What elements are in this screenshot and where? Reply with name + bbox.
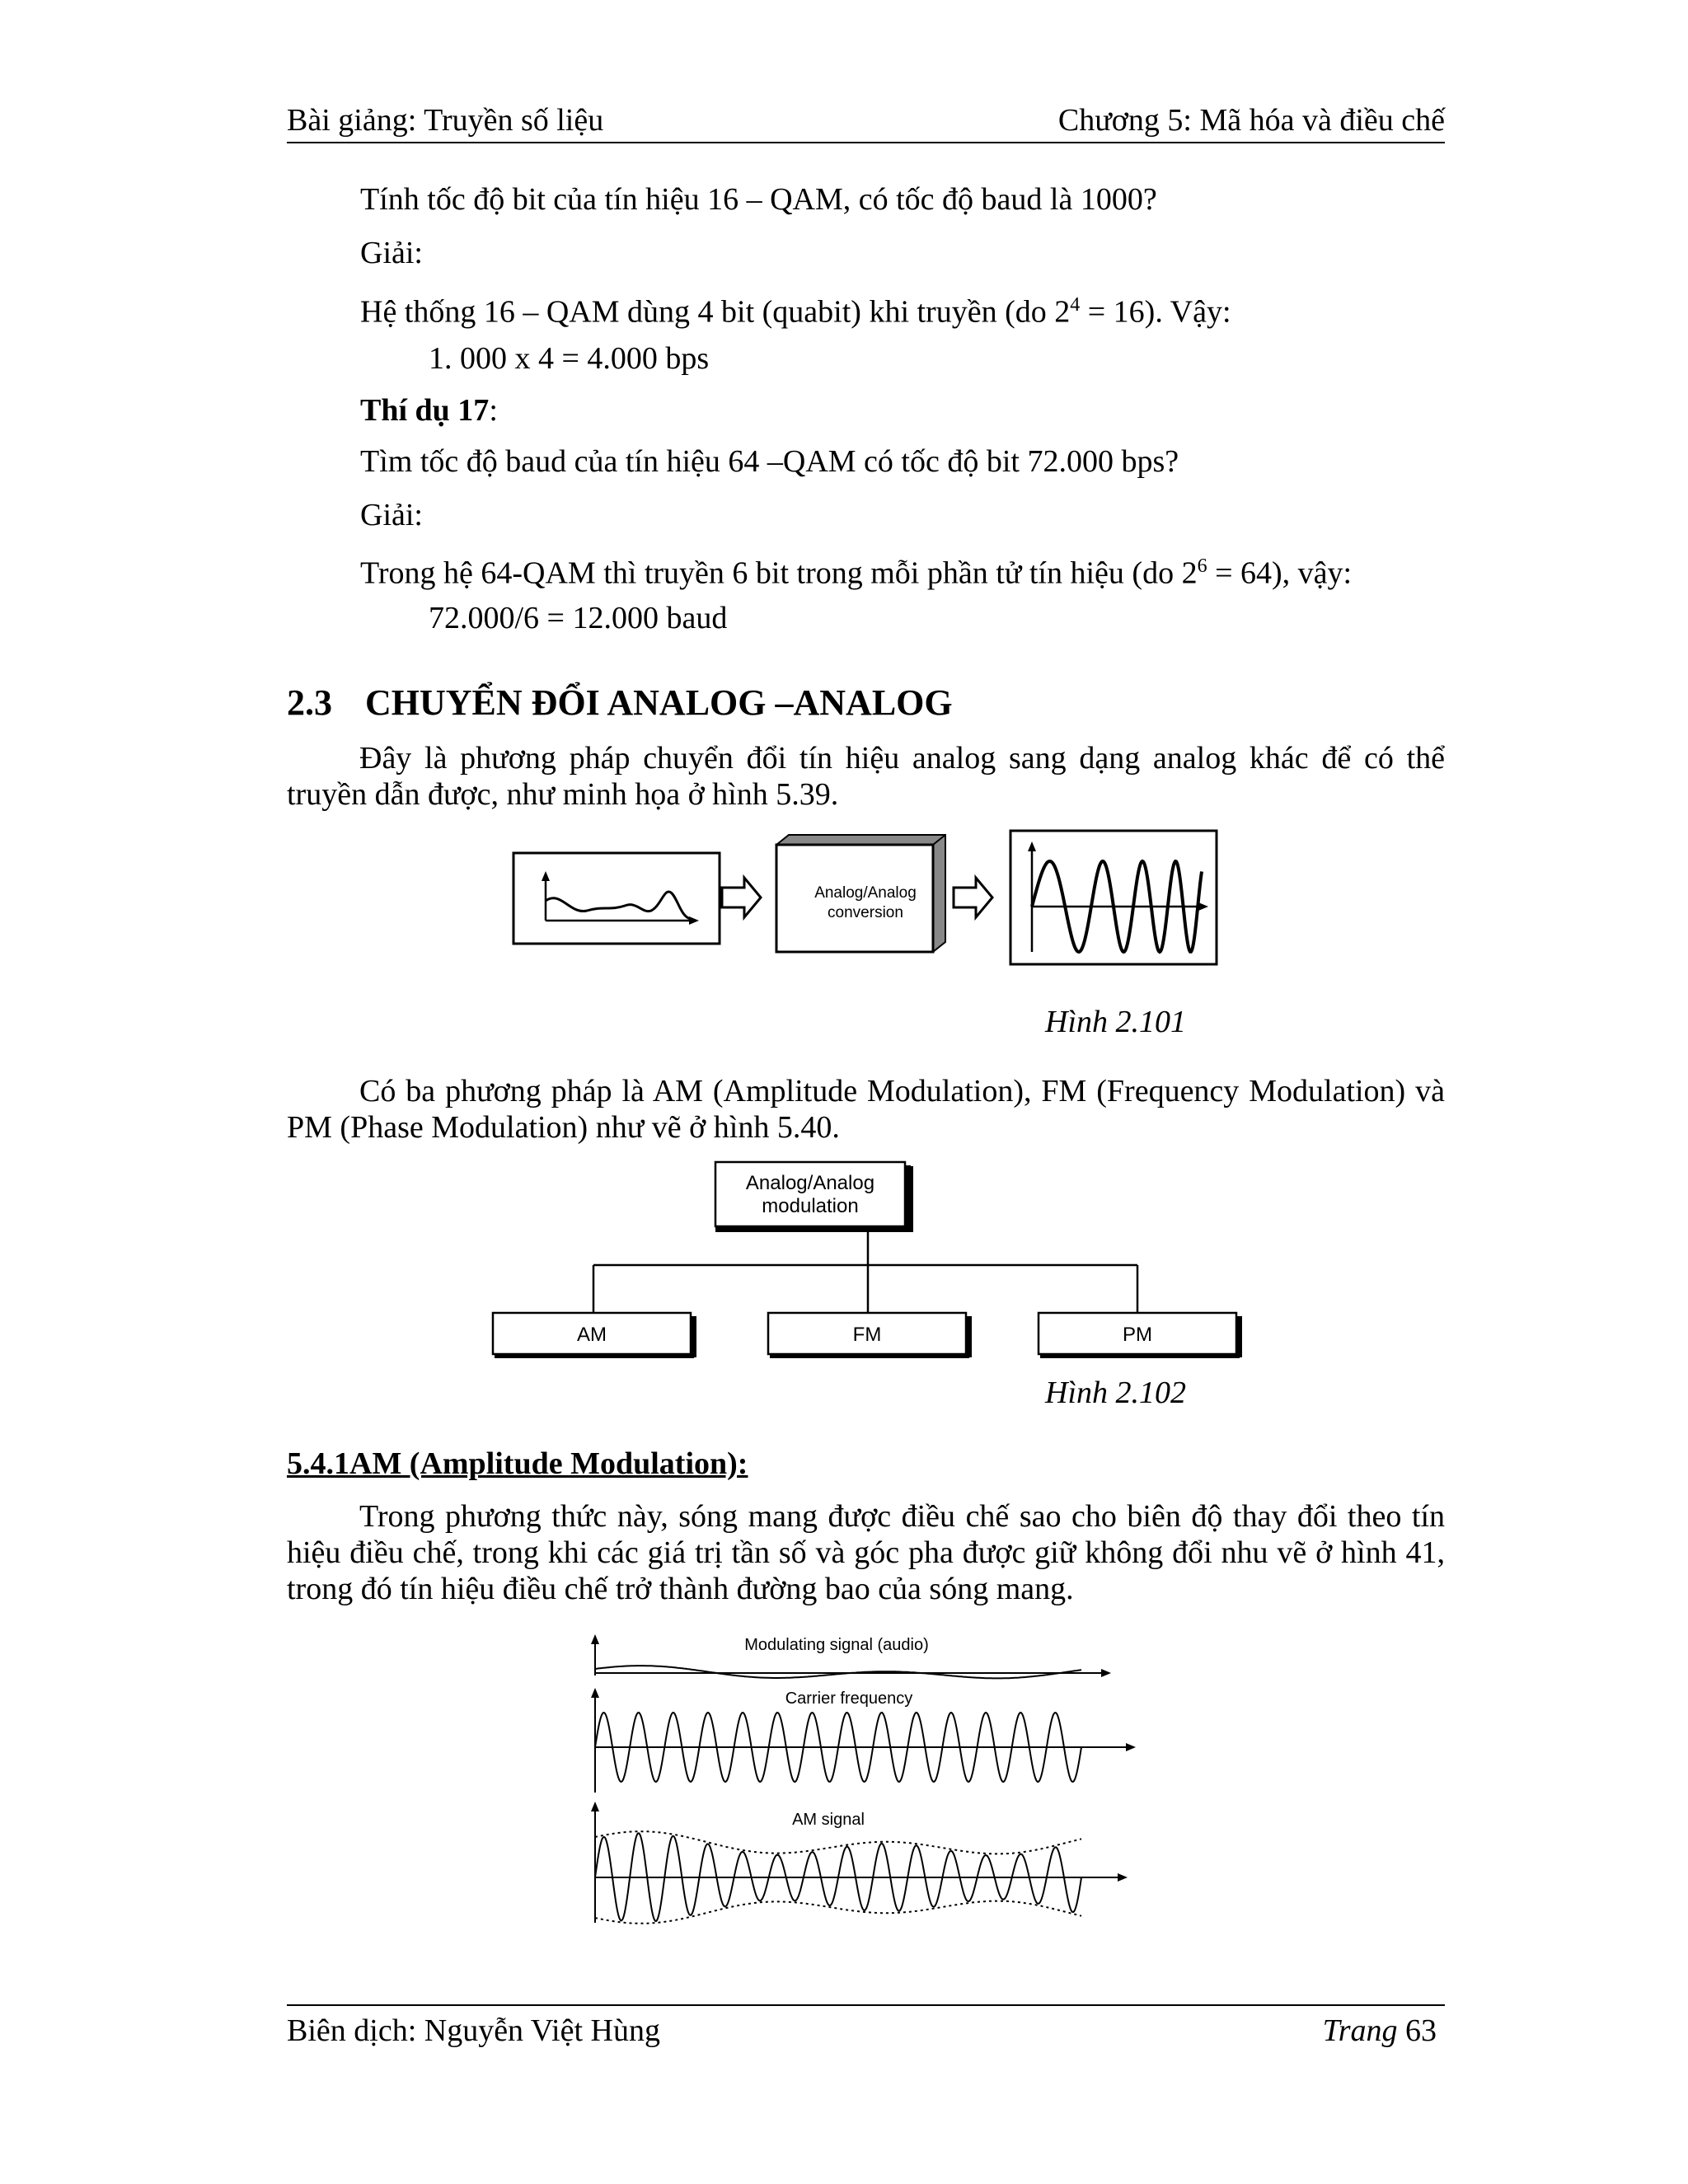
paragraph-3: Trong phương thức này, sóng mang được điều chế sao cho biên độ thay đổi theo tín hiệu điều chế, trong khi các giá trị tần số và góc pha được giữ không đổi nhu vẽ ở hình 41, trong đó tín hiệu điều chế trở thành đường bao của sóng mang. — [287, 1499, 1445, 1606]
arrow-right-icon-2 — [954, 878, 992, 917]
solution-label-2: Giải: — [360, 498, 423, 532]
question-line-1: Tính tốc độ bit của tín hiệu 16 – QAM, có tốc độ baud là 1000? — [360, 182, 1157, 217]
tree-connectors — [593, 1228, 1137, 1313]
calculation-2: 72.000/6 = 12.000 baud — [429, 601, 728, 635]
root-label-1: Analog/Analog — [745, 1172, 875, 1194]
header-left: Bài giảng: Truyền số liệu — [287, 103, 604, 138]
section-heading — [287, 681, 953, 725]
modulating-signal-label: Modulating signal (audio) — [744, 1636, 929, 1654]
section-title: CHUYỂN ĐỔI ANALOG –ANALOG — [365, 682, 953, 723]
figure-1-caption: Hình 2.101 — [1045, 1005, 1186, 1039]
footer-left: Biên dịch: Nguyễn Việt Hùng — [287, 2013, 660, 2048]
modulating-signal-wave — [595, 1666, 1081, 1678]
question-line-2: Tìm tốc độ baud của tín hiệu 64 –QAM có tốc độ bit 72.000 bps? — [360, 444, 1179, 479]
root-label-2: modulation — [762, 1195, 859, 1217]
figure-analog-conversion — [511, 828, 1220, 972]
header-rule — [287, 142, 1445, 143]
fm-label: FM — [852, 1324, 882, 1346]
calculation-1: 1. 000 x 4 = 4.000 bps — [429, 341, 710, 376]
am-signal-label: AM signal — [792, 1811, 865, 1829]
carrier-frequency-label: Carrier frequency — [785, 1690, 913, 1708]
figure-2-caption: Hình 2.102 — [1045, 1376, 1186, 1410]
section-number: 2.3 — [287, 682, 332, 723]
example-label: Thí dụ 17: — [360, 393, 498, 428]
footer-rule — [287, 2004, 1445, 2006]
header-right: Chương 5: Mã hóa và điều chế — [1057, 103, 1445, 138]
input-signal-box — [513, 853, 720, 944]
conversion-box-label-2: conversion — [828, 904, 903, 921]
figure-am-waveforms — [577, 1628, 1154, 1949]
pm-label: PM — [1123, 1324, 1152, 1346]
subsection-heading: 5.4.1AM (Amplitude Modulation): — [287, 1446, 748, 1481]
arrow-right-icon — [722, 878, 761, 917]
figure-modulation-tree — [486, 1158, 1245, 1360]
paragraph-1: Đây là phương pháp chuyển đổi tín hiệu analog sang dạng analog khác để có thể truyền dẫn được, như minh họa ở hình 5.39. — [287, 741, 1445, 812]
answer-line-2: Trong hệ 64-QAM thì truyền 6 bit trong mỗi phần tử tín hiệu (do $2^6 = 64$), vậy: — [360, 555, 1353, 591]
conversion-box-label-1: Analog/Analog — [814, 884, 917, 902]
answer-line-1: Hệ thống 16 – QAM dùng 4 bit (quabit) khi truyền (do $2^4 = 16$). Vậy: — [360, 294, 1231, 330]
paragraph-2: Có ba phương pháp là AM (Amplitude Modulation), FM (Frequency Modulation) và PM (Phase Modulation) như vẽ ở hình 5.40. — [287, 1074, 1445, 1145]
am-envelope-bottom — [595, 1901, 1081, 1924]
footer-right: Trang 63 — [1322, 2013, 1437, 2048]
am-label: AM — [577, 1324, 607, 1346]
solution-label-1: Giải: — [360, 236, 423, 270]
